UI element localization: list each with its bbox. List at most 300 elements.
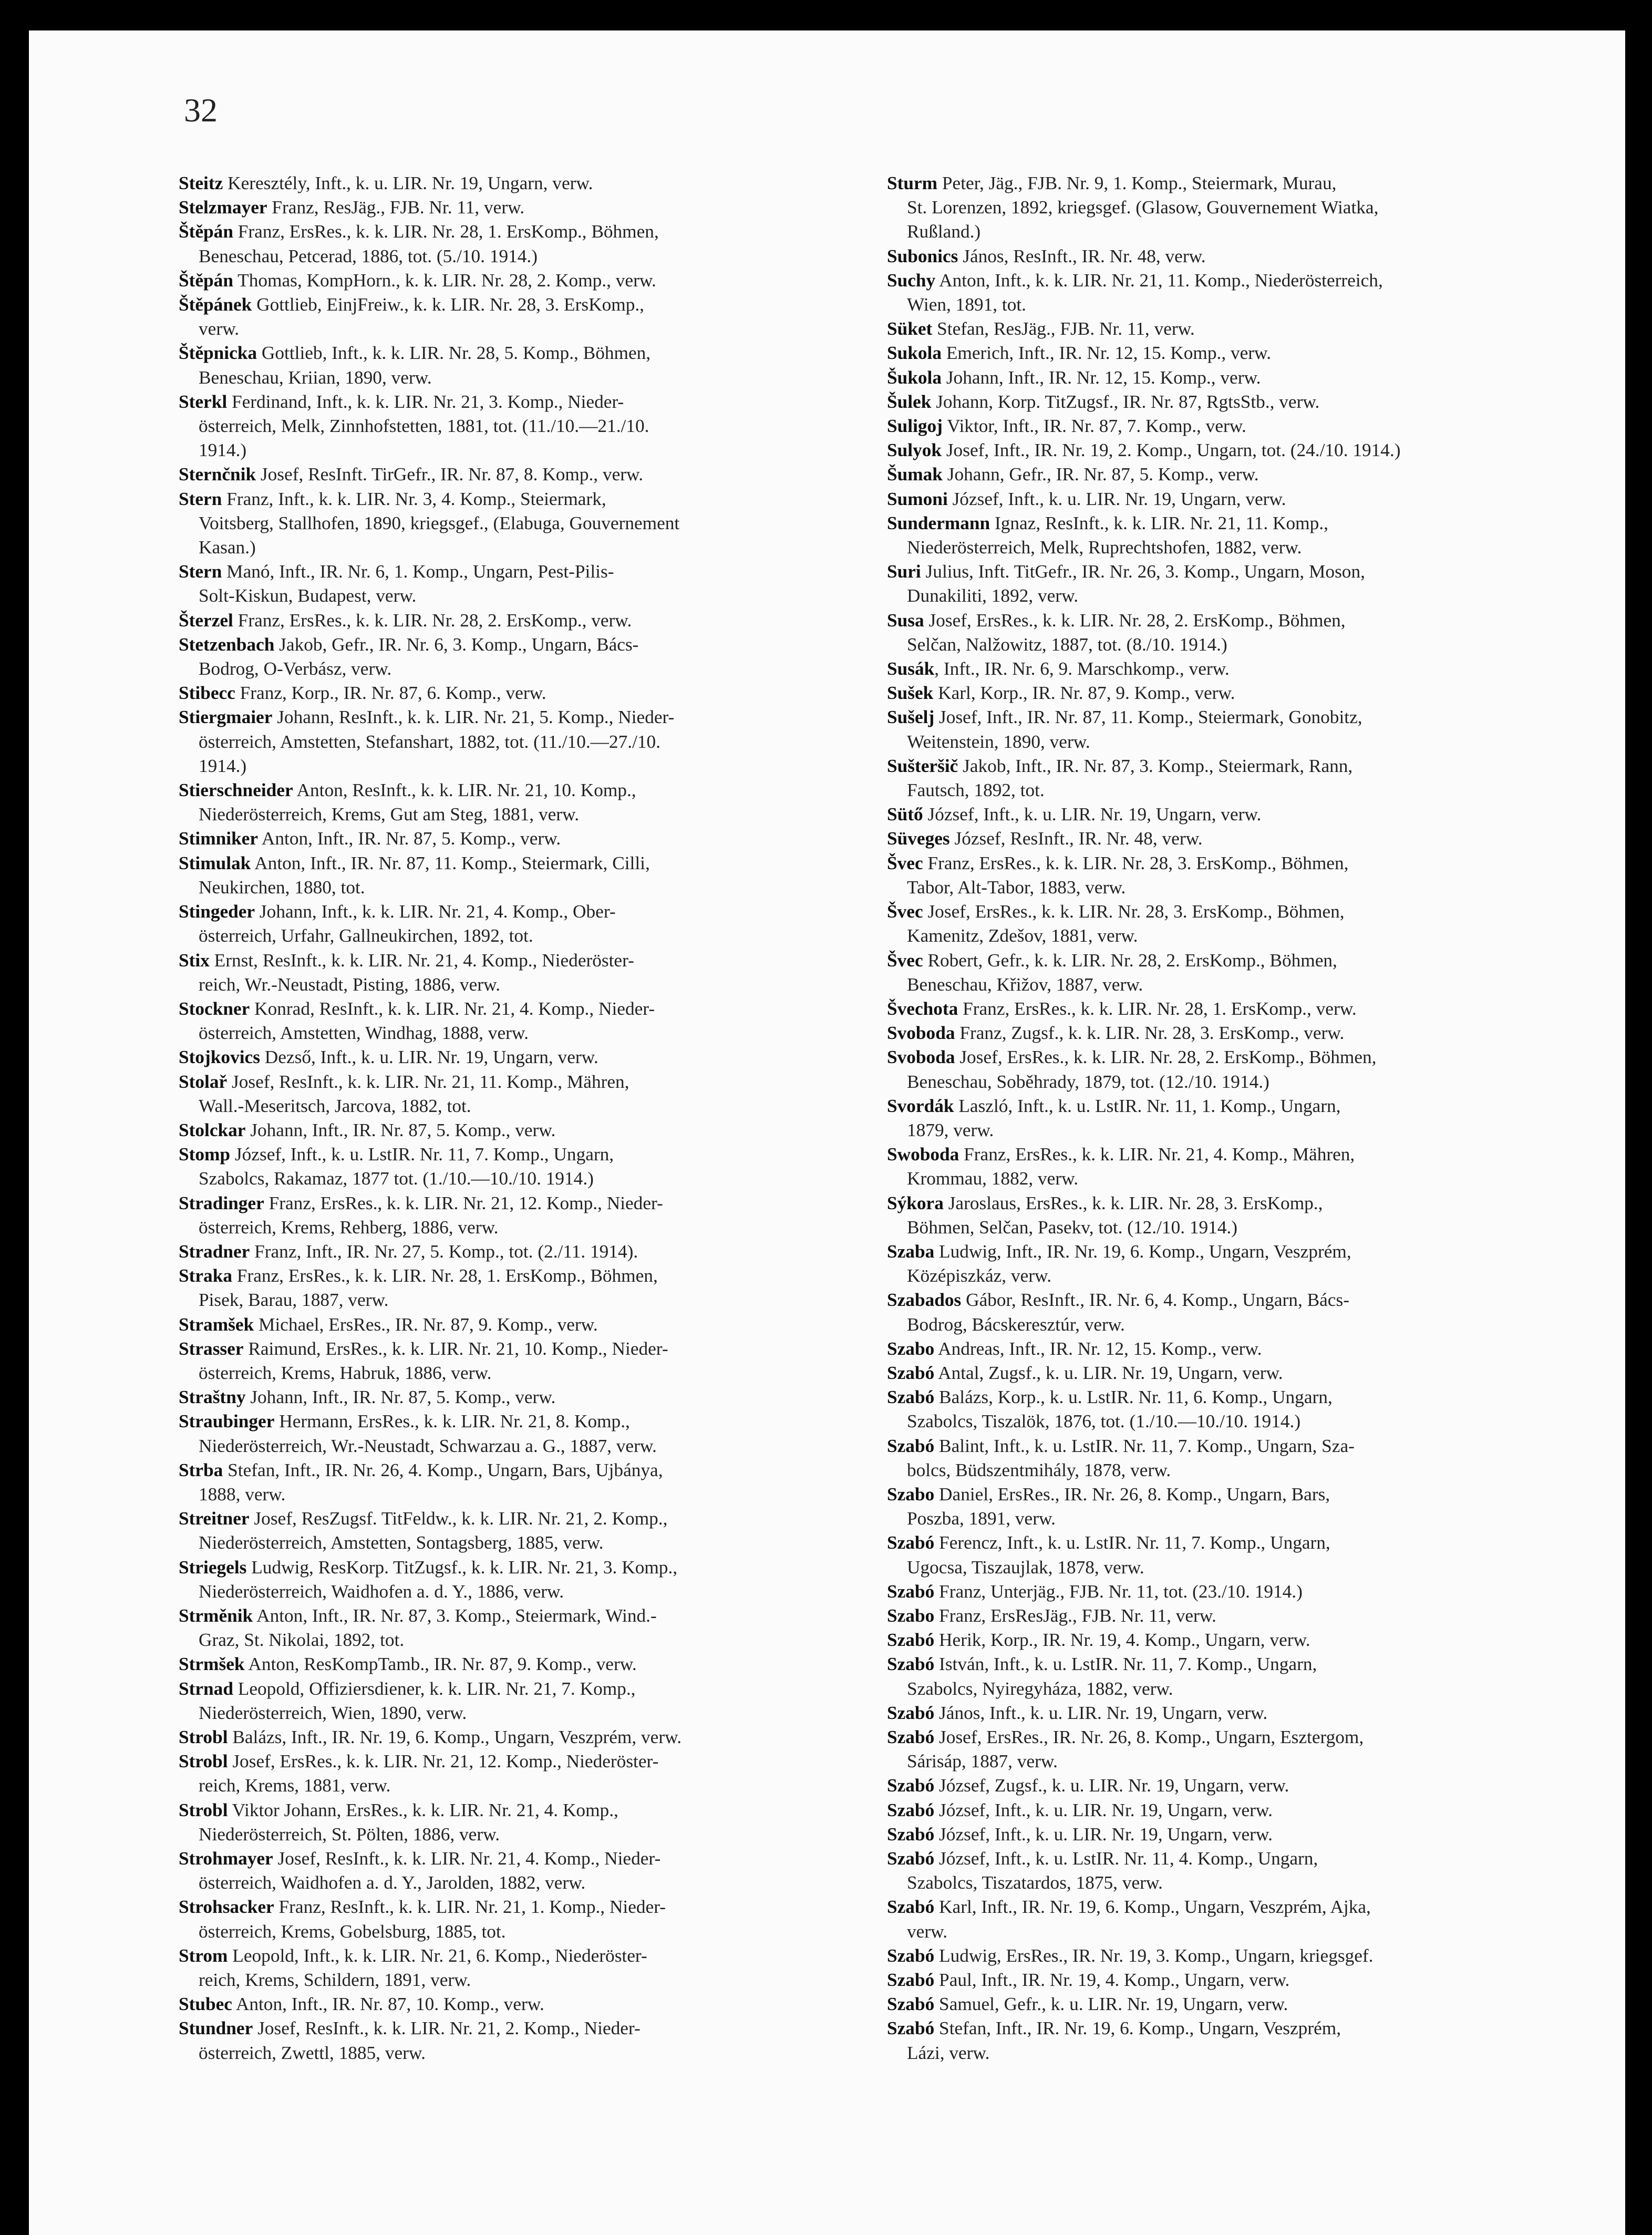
entry-first-line: Szabó Paul, Inft., IR. Nr. 19, 4. Komp., Ungarn, verw. bbox=[887, 1970, 1290, 1991]
directory-entry bbox=[179, 1798, 859, 1847]
directory-entry bbox=[179, 1118, 859, 1142]
entry-surname: Stramšek bbox=[179, 1314, 254, 1335]
entry-continuation-line: Dunakiliti, 1892, verw. bbox=[907, 585, 1079, 606]
entry-continuation-line: Weitenstein, 1890, verw. bbox=[907, 731, 1090, 752]
entry-first-line: Štěpán Thomas, KompHorn., k. k. LIR. Nr. 28, 2. Komp., verw. bbox=[179, 270, 656, 291]
entry-surname: Stix bbox=[179, 950, 210, 971]
entry-first-line: Stibecc Franz, Korp., IR. Nr. 87, 6. Komp., verw. bbox=[179, 683, 546, 704]
entry-continuation-line: österreich, Waidhofen a. d. Y., Jarolden, 1882, verw. bbox=[199, 1872, 586, 1893]
entry-continuation-line: Ugocsa, Tiszaujlak, 1878, verw. bbox=[907, 1557, 1144, 1578]
entry-first-line: Suri Julius, Inft. TitGefr., IR. Nr. 26, 3. Komp., Ungarn, Moson, bbox=[887, 561, 1365, 582]
entry-first-line: Švec Robert, Gefr., k. k. LIR. Nr. 28, 2. ErsKomp., Böhmen, bbox=[887, 950, 1337, 971]
entry-surname: Szabó bbox=[887, 1970, 935, 1991]
directory-entry bbox=[887, 1822, 1567, 1847]
entry-continuation-line: reich, Wr.-Neustadt, Pisting, 1886, verw. bbox=[199, 974, 501, 995]
entry-first-line: Striegels Ludwig, ResKorp. TitZugsf., k. k. LIR. Nr. 21, 3. Komp., bbox=[179, 1557, 678, 1578]
entry-continuation-line: Solt-Kiskun, Budapest, verw. bbox=[199, 585, 417, 606]
entry-continuation-line: Niederösterreich, Melk, Ruprechtshofen, 1882, verw. bbox=[907, 537, 1302, 558]
directory-entry bbox=[179, 1458, 859, 1507]
entry-first-line: Stolckar Johann, Inft., IR. Nr. 87, 5. Komp., verw. bbox=[179, 1119, 556, 1140]
entry-first-line: Sýkora Jaroslaus, ErsRes., k. k. LIR. Nr. 28, 3. ErsKomp., bbox=[887, 1192, 1323, 1213]
entry-surname: Szabó bbox=[887, 1775, 935, 1796]
directory-entry bbox=[887, 754, 1567, 802]
entry-first-line: Susák, Inft., IR. Nr. 6, 9. Marschkomp., verw. bbox=[887, 658, 1230, 679]
entry-continuation-line: Bodrog, O-Verbász, verw. bbox=[199, 658, 392, 679]
entry-continuation-line: österreich, Amstetten, Stefanshart, 1882, tot. (11./10.—27./10. bbox=[199, 731, 661, 752]
entry-first-line: Stimniker Anton, Inft., IR. Nr. 87, 5. Komp., verw. bbox=[179, 828, 561, 849]
directory-entry bbox=[887, 900, 1567, 948]
directory-entry bbox=[179, 1313, 859, 1337]
entry-continuation-line: Beneschau, Křižov, 1887, verw. bbox=[907, 974, 1143, 995]
directory-entry bbox=[179, 778, 859, 827]
entry-surname: Strba bbox=[179, 1459, 223, 1480]
entry-continuation-line: 1914.) bbox=[199, 755, 247, 776]
entry-continuation-line: 1879, verw. bbox=[907, 1119, 994, 1140]
entry-first-line: Szabó Antal, Zugsf., k. u. LIR. Nr. 19, Ungarn, verw. bbox=[887, 1362, 1283, 1383]
entry-first-line: Strom Leopold, Inft., k. k. LIR. Nr. 21, 6. Komp., Niederöster- bbox=[179, 1945, 647, 1966]
entry-first-line: Straka Franz, ErsRes., k. k. LIR. Nr. 28, 1. ErsKomp., Böhmen, bbox=[179, 1265, 658, 1286]
entry-continuation-line: reich, Krems, 1881, verw. bbox=[199, 1775, 391, 1796]
entry-first-line: Stingeder Johann, Inft., k. k. LIR. Nr. 21, 4. Komp., Ober- bbox=[179, 901, 616, 922]
entry-continuation-line: Beneschau, Soběhrady, 1879, tot. (12./10. 1914.) bbox=[907, 1071, 1269, 1092]
entry-surname: Szabó bbox=[887, 1581, 935, 1602]
entry-surname: Szabó bbox=[887, 1824, 935, 1845]
directory-entry bbox=[179, 1240, 859, 1264]
entry-first-line: Szabó István, Inft., k. u. LstIR. Nr. 11, 7. Komp., Ungarn, bbox=[887, 1654, 1317, 1675]
entry-surname: Švec bbox=[887, 950, 923, 971]
directory-entry bbox=[179, 220, 859, 268]
entry-continuation-line: Lázi, verw. bbox=[907, 2042, 990, 2063]
directory-entry bbox=[887, 560, 1567, 608]
entry-first-line: Süket Stefan, ResJäg., FJB. Nr. 11, verw. bbox=[887, 318, 1195, 339]
entry-first-line: Szabo Andreas, Inft., IR. Nr. 12, 15. Komp., verw. bbox=[887, 1338, 1262, 1359]
directory-entry bbox=[887, 244, 1567, 269]
entry-continuation-line: Niederösterreich, Krems, Gut am Steg, 1881, verw. bbox=[199, 804, 580, 825]
entry-first-line: Szabó János, Inft., k. u. LIR. Nr. 19, Ungarn, verw. bbox=[887, 1702, 1268, 1723]
directory-entry bbox=[887, 1580, 1567, 1604]
entry-surname: Svordák bbox=[887, 1095, 954, 1116]
directory-entry bbox=[179, 900, 859, 948]
directory-entry bbox=[179, 997, 859, 1045]
entry-first-line: Stradinger Franz, ErsRes., k. k. LIR. Nr. 21, 12. Komp., Nieder- bbox=[179, 1192, 663, 1213]
entry-surname: Straubinger bbox=[179, 1411, 275, 1432]
entry-continuation-line: Böhmen, Selčan, Pasekv, tot. (12./10. 1914.) bbox=[907, 1217, 1238, 1238]
entry-continuation-line: österreich, Melk, Zinnhofstetten, 1881, tot. (11./10.—21./10. bbox=[199, 416, 649, 437]
entry-continuation-line: Niederösterreich, Wien, 1890, verw. bbox=[199, 1702, 467, 1723]
directory-entry bbox=[887, 511, 1567, 560]
entry-surname: Švec bbox=[887, 901, 923, 922]
entry-surname: Sterkl bbox=[179, 391, 228, 412]
entry-surname: Sukola bbox=[887, 343, 942, 364]
directory-entry bbox=[887, 1847, 1567, 1895]
entry-continuation-line: Neukirchen, 1880, tot. bbox=[199, 877, 365, 898]
entry-continuation-line: österreich, Amstetten, Windhag, 1888, verw. bbox=[199, 1023, 529, 1044]
entry-surname: Strobl bbox=[179, 1751, 228, 1772]
entry-surname: Sušelj bbox=[887, 707, 935, 728]
entry-surname: Stibecc bbox=[179, 683, 235, 704]
entry-first-line: Sumoni József, Inft., k. u. LIR. Nr. 19, Ungarn, verw. bbox=[887, 488, 1286, 509]
entry-surname: Šukola bbox=[887, 367, 942, 388]
entry-first-line: Sütő József, Inft., k. u. LIR. Nr. 19, Ungarn, verw. bbox=[887, 804, 1262, 825]
entry-surname: Stimulak bbox=[179, 852, 251, 873]
entry-first-line: Stetzenbach Jakob, Gefr., IR. Nr. 6, 3. Komp., Ungarn, Bács- bbox=[179, 634, 639, 655]
entry-surname: Szabados bbox=[887, 1290, 962, 1311]
directory-entry bbox=[887, 1604, 1567, 1628]
entry-surname: Szabó bbox=[887, 1630, 935, 1651]
entry-first-line: Szabó József, Inft., k. u. LstIR. Nr. 11, 4. Komp., Ungarn, bbox=[887, 1848, 1318, 1869]
entry-surname: Strmšek bbox=[179, 1654, 245, 1675]
directory-entry bbox=[179, 1725, 859, 1749]
entry-surname: Szabó bbox=[887, 1727, 935, 1747]
directory-entry bbox=[179, 633, 859, 681]
entry-first-line: Szabó Josef, ErsRes., IR. Nr. 26, 8. Komp., Ungarn, Esztergom, bbox=[887, 1727, 1364, 1747]
entry-surname: Szabó bbox=[887, 1945, 935, 1966]
right-column bbox=[887, 171, 1567, 2065]
entry-first-line: Szabó Ferencz, Inft., k. u. LstIR. Nr. 11, 7. Komp., Ungarn, bbox=[887, 1532, 1330, 1553]
directory-entry bbox=[179, 1652, 859, 1676]
directory-entry bbox=[179, 1556, 859, 1604]
directory-entry bbox=[179, 171, 859, 195]
entry-first-line: Stiergmaier Johann, ResInft., k. k. LIR. Nr. 21, 5. Komp., Nieder- bbox=[179, 707, 675, 728]
entry-continuation-line: reich, Krems, Schildern, 1891, verw. bbox=[199, 1970, 471, 1991]
entry-continuation-line: Szabolcs, Rakamaz, 1877 tot. (1./10.—10./10. 1914.) bbox=[199, 1168, 594, 1189]
entry-surname: Szabó bbox=[887, 2018, 935, 2039]
entry-first-line: Strba Stefan, Inft., IR. Nr. 26, 4. Komp., Ungarn, Bars, Ujbánya, bbox=[179, 1459, 663, 1480]
entry-first-line: Šulek Johann, Korp. TitZugsf., IR. Nr. 87, RgtsStb., verw. bbox=[887, 391, 1320, 412]
entry-surname: Šterzel bbox=[179, 610, 233, 631]
entry-first-line: Szabó Ludwig, ErsRes., IR. Nr. 19, 3. Komp., Ungarn, kriegsgef. bbox=[887, 1945, 1374, 1966]
entry-first-line: Swoboda Franz, ErsRes., k. k. LIR. Nr. 21, 4. Komp., Mähren, bbox=[887, 1144, 1355, 1165]
entry-surname: Stiergmaier bbox=[179, 707, 273, 728]
directory-entry bbox=[887, 1531, 1567, 1579]
entry-continuation-line: verw. bbox=[907, 1921, 948, 1942]
entry-surname: Subonics bbox=[887, 245, 958, 266]
entry-first-line: Strobl Josef, ErsRes., k. k. LIR. Nr. 21, 12. Komp., Niederöster- bbox=[179, 1751, 659, 1772]
directory-entry bbox=[887, 827, 1567, 851]
entry-continuation-line: Sárisáp, 1887, verw. bbox=[907, 1751, 1058, 1772]
entry-surname: Susa bbox=[887, 610, 924, 631]
entry-first-line: Straštny Johann, Inft., IR. Nr. 87, 5. Komp., verw. bbox=[179, 1387, 556, 1408]
entry-first-line: Szaba Ludwig, Inft., IR. Nr. 19, 6. Komp., Ungarn, Veszprém, bbox=[887, 1241, 1351, 1262]
directory-entry bbox=[179, 949, 859, 997]
entry-continuation-line: Kasan.) bbox=[199, 537, 256, 558]
directory-entry bbox=[887, 681, 1567, 705]
entry-first-line: Stern Manó, Inft., IR. Nr. 6, 1. Komp., Ungarn, Pest-Pilis- bbox=[179, 561, 614, 582]
entry-first-line: Sušek Karl, Korp., IR. Nr. 87, 9. Komp., verw. bbox=[887, 683, 1235, 704]
directory-entry bbox=[887, 1337, 1567, 1361]
entry-surname: Sternčnik bbox=[179, 464, 256, 485]
entry-continuation-line: Krommau, 1882, verw. bbox=[907, 1168, 1079, 1189]
directory-entry bbox=[887, 390, 1567, 414]
directory-entry bbox=[179, 1677, 859, 1725]
entry-first-line: Stolař Josef, ResInft., k. k. LIR. Nr. 21, 11. Komp., Mähren, bbox=[179, 1071, 629, 1092]
directory-entry bbox=[179, 1337, 859, 1385]
entry-surname: Suligoj bbox=[887, 416, 943, 437]
entry-first-line: Szabó Balint, Inft., k. u. LstIR. Nr. 11, 7. Komp., Ungarn, Sza- bbox=[887, 1435, 1355, 1456]
entry-continuation-line: österreich, Zwettl, 1885, verw. bbox=[199, 2042, 426, 2063]
entry-first-line: Švechota Franz, ErsRes., k. k. LIR. Nr. 28, 1. ErsKomp., verw. bbox=[887, 998, 1357, 1019]
directory-entry bbox=[887, 1191, 1567, 1240]
directory-entry bbox=[179, 560, 859, 608]
entry-surname: Sumoni bbox=[887, 488, 948, 509]
entry-surname: Sütő bbox=[887, 804, 923, 825]
entry-first-line: Svordák Laszló, Inft., k. u. LstIR. Nr. 11, 1. Komp., Ungarn, bbox=[887, 1095, 1341, 1116]
directory-entry bbox=[179, 1045, 859, 1069]
directory-entry bbox=[179, 2016, 859, 2065]
entry-surname: Süket bbox=[887, 318, 933, 339]
entry-surname: Sýkora bbox=[887, 1192, 944, 1213]
directory-entry bbox=[887, 414, 1567, 438]
entry-continuation-line: österreich, Urfahr, Gallneukirchen, 1892, tot. bbox=[199, 925, 533, 946]
entry-surname: Stern bbox=[179, 488, 222, 509]
entry-surname: Stingeder bbox=[179, 901, 255, 922]
entry-first-line: Szabó József, Zugsf., k. u. LIR. Nr. 19, Ungarn, verw. bbox=[887, 1775, 1289, 1796]
entry-first-line: Sušteršič Jakob, Inft., IR. Nr. 87, 3. Komp., Steiermark, Rann, bbox=[887, 755, 1353, 776]
entry-continuation-line: bolcs, Büdszentmihály, 1878, verw. bbox=[907, 1459, 1171, 1480]
entry-surname: Štěpánek bbox=[179, 294, 252, 315]
entry-first-line: Szabó Balázs, Korp., k. u. LstIR. Nr. 11, 6. Komp., Ungarn, bbox=[887, 1387, 1333, 1408]
entry-continuation-line: Poszba, 1891, verw. bbox=[907, 1508, 1056, 1529]
entry-continuation-line: Beneschau, Petcerad, 1886, tot. (5./10. 1914.) bbox=[199, 245, 538, 266]
directory-entry bbox=[887, 1361, 1567, 1385]
directory-entry bbox=[179, 1895, 859, 1943]
entry-first-line: Šumak Johann, Gefr., IR. Nr. 87, 5. Komp., verw. bbox=[887, 464, 1259, 485]
directory-entry bbox=[887, 1240, 1567, 1288]
entry-surname: Szabo bbox=[887, 1605, 935, 1626]
directory-entry bbox=[887, 269, 1567, 317]
entry-first-line: Steitz Keresztély, Inft., k. u. LIR. Nr. 19, Ungarn, verw. bbox=[179, 173, 593, 193]
entry-continuation-line: 1914.) bbox=[199, 440, 247, 461]
entry-surname: Sušek bbox=[887, 683, 934, 704]
directory-entry bbox=[887, 1434, 1567, 1482]
directory-entry bbox=[887, 949, 1567, 997]
entry-surname: Stundner bbox=[179, 2018, 253, 2039]
entry-continuation-line: Bodrog, Bácskeresztúr, verw. bbox=[907, 1314, 1125, 1335]
directory-entry bbox=[887, 1701, 1567, 1725]
entry-surname: Štěpán bbox=[179, 221, 233, 242]
entry-first-line: Streitner Josef, ResZugsf. TitFeldw., k. k. LIR. Nr. 21, 2. Komp., bbox=[179, 1508, 668, 1529]
directory-entry bbox=[179, 851, 859, 900]
entry-surname: Szabo bbox=[887, 1484, 935, 1505]
directory-entry bbox=[179, 462, 859, 487]
entry-first-line: Szabó József, Inft., k. u. LIR. Nr. 19, Ungarn, verw. bbox=[887, 1824, 1273, 1845]
entry-surname: Stern bbox=[179, 561, 222, 582]
entry-surname: Šulek bbox=[887, 391, 932, 412]
entry-continuation-line: Wien, 1891, tot. bbox=[907, 294, 1026, 315]
entry-surname: Suri bbox=[887, 561, 921, 582]
directory-entry bbox=[887, 487, 1567, 511]
entry-first-line: Suchy Anton, Inft., k. k. LIR. Nr. 21, 11. Komp., Niederösterreich, bbox=[887, 270, 1383, 291]
entry-first-line: Szabó Samuel, Gefr., k. u. LIR. Nr. 19, Ungarn, verw. bbox=[887, 1994, 1288, 2015]
entry-first-line: Štěpnicka Gottlieb, Inft., k. k. LIR. Nr. 28, 5. Komp., Böhmen, bbox=[179, 343, 651, 364]
entry-surname: Sundermann bbox=[887, 512, 990, 533]
entry-first-line: Strobl Viktor Johann, ErsRes., k. k. LIR. Nr. 21, 4. Komp., bbox=[179, 1799, 618, 1820]
entry-first-line: Straubinger Hermann, ErsRes., k. k. LIR. Nr. 21, 8. Komp., bbox=[179, 1411, 630, 1432]
entry-continuation-line: Wall.-Meseritsch, Jarcova, 1882, tot. bbox=[199, 1095, 471, 1116]
directory-entry bbox=[887, 1288, 1567, 1336]
entry-surname: Szabó bbox=[887, 1702, 935, 1723]
entry-surname: Szabó bbox=[887, 1435, 935, 1456]
directory-entry bbox=[179, 269, 859, 293]
entry-first-line: Stockner Konrad, ResInft., k. k. LIR. Nr. 21, 4. Komp., Nieder- bbox=[179, 998, 655, 1019]
entry-first-line: Strasser Raimund, ErsRes., k. k. LIR. Nr. 21, 10. Komp., Nieder- bbox=[179, 1338, 668, 1359]
entry-first-line: Süveges József, ResInft., IR. Nr. 48, verw. bbox=[887, 828, 1203, 849]
page-number: 32 bbox=[184, 91, 218, 129]
entry-first-line: Stix Ernst, ResInft., k. k. LIR. Nr. 21, 4. Komp., Niederöster- bbox=[179, 950, 634, 971]
entry-first-line: Sterkl Ferdinand, Inft., k. k. LIR. Nr. 21, 3. Komp., Nieder- bbox=[179, 391, 624, 412]
entry-surname: Švec bbox=[887, 852, 923, 873]
entry-surname: Straka bbox=[179, 1265, 232, 1286]
directory-entry bbox=[887, 462, 1567, 487]
entry-first-line: Suligoj Viktor, Inft., IR. Nr. 87, 7. Komp., verw. bbox=[887, 416, 1246, 437]
entry-first-line: Szabó Karl, Inft., IR. Nr. 19, 6. Komp., Ungarn, Veszprém, Ajka, bbox=[887, 1897, 1371, 1918]
directory-entry bbox=[887, 1968, 1567, 1992]
entry-surname: Švechota bbox=[887, 998, 958, 1019]
entry-surname: Szabó bbox=[887, 1654, 935, 1675]
entry-continuation-line: Szabolcs, Tiszatardos, 1875, verw. bbox=[907, 1872, 1163, 1893]
entry-continuation-line: verw. bbox=[199, 318, 240, 339]
directory-entry bbox=[179, 681, 859, 705]
entry-first-line: Sturm Peter, Jäg., FJB. Nr. 9, 1. Komp., Steiermark, Murau, bbox=[887, 173, 1337, 193]
entry-surname: Strobl bbox=[179, 1727, 228, 1747]
entry-surname: Steitz bbox=[179, 173, 223, 193]
entry-first-line: Susa Josef, ErsRes., k. k. LIR. Nr. 28, 2. ErsKomp., Böhmen, bbox=[887, 610, 1346, 631]
entry-surname: Szabó bbox=[887, 1387, 935, 1408]
entry-first-line: Szabó Stefan, Inft., IR. Nr. 19, 6. Komp., Ungarn, Veszprém, bbox=[887, 2018, 1341, 2039]
entry-first-line: Sulyok Josef, Inft., IR. Nr. 19, 2. Komp., Ungarn, tot. (24./10. 1914.) bbox=[887, 440, 1401, 461]
directory-entry bbox=[887, 657, 1567, 681]
entry-first-line: Stelzmayer Franz, ResJäg., FJB. Nr. 11, verw. bbox=[179, 197, 525, 218]
directory-entry bbox=[179, 1385, 859, 1409]
entry-surname: Stubec bbox=[179, 1994, 232, 2015]
entry-continuation-line: Szabolcs, Nyiregyháza, 1882, verw. bbox=[907, 1678, 1173, 1699]
entry-surname: Szabó bbox=[887, 1994, 935, 2015]
directory-entry bbox=[887, 1992, 1567, 2016]
directory-entry bbox=[179, 1847, 859, 1895]
entry-surname: Suchy bbox=[887, 270, 936, 291]
entry-continuation-line: Niederösterreich, Amstetten, Sontagsberg, 1885, verw. bbox=[199, 1532, 604, 1553]
directory-entry bbox=[179, 705, 859, 778]
entry-continuation-line: Tabor, Alt-Tabor, 1883, verw. bbox=[907, 877, 1126, 898]
entry-first-line: Stomp József, Inft., k. u. LstIR. Nr. 11, 7. Komp., Ungarn, bbox=[179, 1144, 614, 1165]
entry-first-line: Strmšek Anton, ResKompTamb., IR. Nr. 87, 9. Komp., verw. bbox=[179, 1654, 637, 1675]
entry-first-line: Švec Franz, ErsRes., k. k. LIR. Nr. 28, 3. ErsKomp., Böhmen, bbox=[887, 852, 1349, 873]
entry-first-line: Sušelj Josef, Inft., IR. Nr. 87, 11. Komp., Steiermark, Gonobitz, bbox=[887, 707, 1362, 728]
directory-entry bbox=[887, 1774, 1567, 1798]
entry-first-line: Stramšek Michael, ErsRes., IR. Nr. 87, 9. Komp., verw. bbox=[179, 1314, 598, 1335]
left-column bbox=[179, 171, 859, 2065]
directory-entry bbox=[179, 293, 859, 341]
directory-entry bbox=[887, 1798, 1567, 1822]
entry-surname: Szabó bbox=[887, 1362, 935, 1383]
entry-continuation-line: Kamenitz, Zdešov, 1881, verw. bbox=[907, 925, 1138, 946]
directory-entry bbox=[887, 171, 1567, 244]
book-page bbox=[29, 30, 1625, 2235]
directory-entry bbox=[887, 609, 1567, 657]
entry-first-line: Strobl Balázs, Inft., IR. Nr. 19, 6. Komp., Ungarn, Veszprém, verw. bbox=[179, 1727, 682, 1747]
entry-first-line: Szabo Franz, ErsResJäg., FJB. Nr. 11, verw. bbox=[887, 1605, 1216, 1626]
directory-entry bbox=[179, 195, 859, 220]
entry-surname: Straštny bbox=[179, 1387, 246, 1408]
entry-continuation-line: St. Lorenzen, 1892, kriegsgef. (Glasow, Gouvernement Wiatka, bbox=[907, 197, 1379, 218]
directory-entry bbox=[887, 341, 1567, 365]
directory-entry bbox=[179, 609, 859, 633]
entry-surname: Stockner bbox=[179, 998, 250, 1019]
entry-surname: Stolckar bbox=[179, 1119, 246, 1140]
entry-surname: Sušteršič bbox=[887, 755, 958, 776]
entry-surname: Stolař bbox=[179, 1071, 228, 1092]
entry-continuation-line: Középiszkáz, verw. bbox=[907, 1265, 1052, 1286]
entry-first-line: Švec Josef, ErsRes., k. k. LIR. Nr. 28, 3. ErsKomp., Böhmen, bbox=[887, 901, 1345, 922]
entry-surname: Strohsacker bbox=[179, 1897, 274, 1918]
entry-first-line: Stradner Franz, Inft., IR. Nr. 27, 5. Komp., tot. (2./11. 1914). bbox=[179, 1241, 638, 1262]
directory-entry bbox=[887, 1142, 1567, 1191]
entry-surname: Stradner bbox=[179, 1241, 250, 1262]
directory-entry bbox=[887, 1628, 1567, 1652]
entry-first-line: Stimulak Anton, Inft., IR. Nr. 87, 11. Komp., Steiermark, Cilli, bbox=[179, 852, 650, 873]
entry-surname: Strasser bbox=[179, 1338, 244, 1359]
entry-first-line: Stundner Josef, ResInft., k. k. LIR. Nr. 21, 2. Komp., Nieder- bbox=[179, 2018, 641, 2039]
entry-first-line: Sternčnik Josef, ResInft. TirGefr., IR. Nr. 87, 8. Komp., verw. bbox=[179, 464, 644, 485]
directory-entry bbox=[887, 1482, 1567, 1531]
entry-continuation-line: Rußland.) bbox=[907, 221, 981, 242]
directory-entry bbox=[887, 366, 1567, 390]
directory-entry bbox=[887, 1385, 1567, 1434]
entry-first-line: Štěpán Franz, ErsRes., k. k. LIR. Nr. 28, 1. ErsKomp., Böhmen, bbox=[179, 221, 659, 242]
entry-surname: Striegels bbox=[179, 1557, 247, 1578]
entry-surname: Szabó bbox=[887, 1799, 935, 1820]
directory-entry bbox=[179, 1264, 859, 1312]
directory-entry bbox=[179, 1507, 859, 1555]
directory-entry bbox=[179, 1992, 859, 2016]
entry-first-line: Szabó József, Inft., k. u. LIR. Nr. 19, Ungarn, verw. bbox=[887, 1799, 1273, 1820]
entry-first-line: Stojkovics Dezső, Inft., k. u. LIR. Nr. 19, Ungarn, verw. bbox=[179, 1047, 598, 1068]
entry-surname: Strměnik bbox=[179, 1605, 253, 1626]
entry-surname: Strobl bbox=[179, 1799, 228, 1820]
directory-entry bbox=[887, 1725, 1567, 1774]
directory-entry bbox=[179, 1409, 859, 1458]
entry-continuation-line: Niederösterreich, St. Pölten, 1886, verw. bbox=[199, 1824, 500, 1845]
entry-surname: Šumak bbox=[887, 464, 943, 485]
directory-entry bbox=[179, 1142, 859, 1191]
entry-surname: Sulyok bbox=[887, 440, 942, 461]
entry-continuation-line: Voitsberg, Stallhofen, 1890, kriegsgef., (Elabuga, Gouvernement bbox=[199, 512, 680, 533]
entry-surname: Stierschneider bbox=[179, 780, 293, 801]
entry-surname: Susák bbox=[887, 658, 935, 679]
directory-entry bbox=[887, 997, 1567, 1021]
entry-first-line: Strohsacker Franz, ResInft., k. k. LIR. Nr. 21, 1. Komp., Nieder- bbox=[179, 1897, 666, 1918]
directory-entry bbox=[887, 1045, 1567, 1094]
entry-first-line: Sukola Emerich, Inft., IR. Nr. 12, 15. Komp., verw. bbox=[887, 343, 1272, 364]
entry-continuation-line: Graz, St. Nikolai, 1892, tot. bbox=[199, 1630, 405, 1651]
directory-entry bbox=[887, 705, 1567, 754]
directory-entry bbox=[887, 1652, 1567, 1701]
directory-entry bbox=[887, 802, 1567, 827]
entry-first-line: Šukola Johann, Inft., IR. Nr. 12, 15. Komp., verw. bbox=[887, 367, 1261, 388]
directory-entry bbox=[887, 1944, 1567, 1968]
entry-surname: Štěpán bbox=[179, 270, 233, 291]
entry-surname: Strnad bbox=[179, 1678, 233, 1699]
entry-first-line: Svoboda Josef, ErsRes., k. k. LIR. Nr. 28, 2. ErsKomp., Böhmen, bbox=[887, 1047, 1377, 1068]
entry-surname: Stojkovics bbox=[179, 1047, 260, 1068]
entry-surname: Stelzmayer bbox=[179, 197, 267, 218]
directory-entry bbox=[179, 390, 859, 463]
directory-entry bbox=[179, 1191, 859, 1240]
directory-entry bbox=[179, 487, 859, 560]
entry-first-line: Szabados Gábor, ResInft., IR. Nr. 6, 4. Komp., Ungarn, Bács- bbox=[887, 1290, 1349, 1311]
entry-continuation-line: Fautsch, 1892, tot. bbox=[907, 780, 1045, 801]
entry-continuation-line: österreich, Krems, Rehberg, 1886, verw. bbox=[199, 1217, 499, 1238]
